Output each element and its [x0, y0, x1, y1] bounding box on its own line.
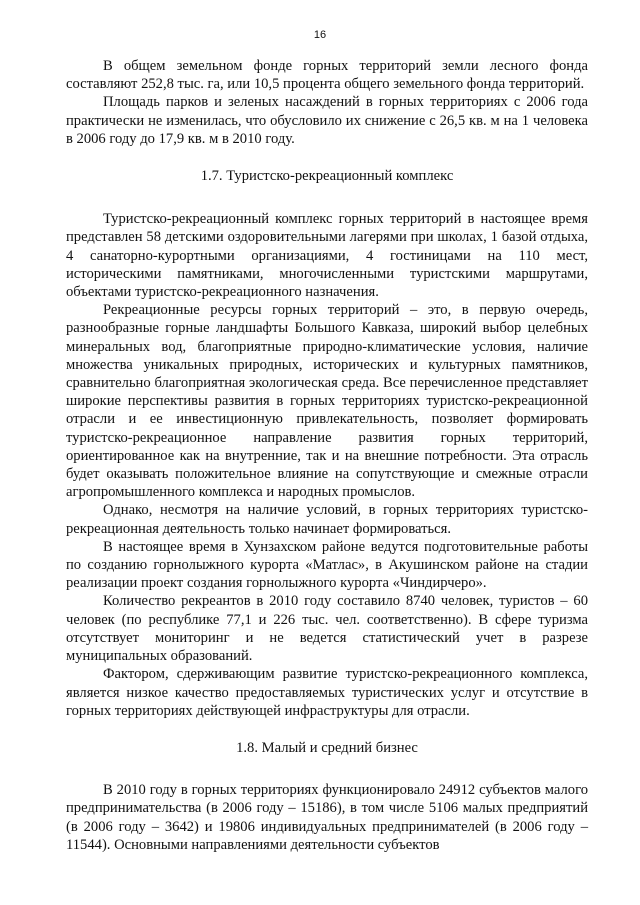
- paragraph-ski-resorts: В настоящее время в Хунзахском районе ведутся подготовительные работы по созданию горнолыжного курорта «Матлас», в Акушинском районе на стадии реализации проект создания горнолыжного курорта «Чиндирчеро».: [66, 538, 588, 592]
- paragraph-tourism-beginning: Однако, несмотря на наличие условий, в горных территориях туристско-рекреационная деятельность только начинает формироваться.: [66, 502, 588, 537]
- paragraph-tourist-count: Количество рекреантов в 2010 году составило 8740 человек, туристов – 60 человек (по республике 77,1 и 226 тыс. чел. соответственно). В сфере туризма отсутствует мониторинг и не ведется статистический учет в разрезе муниципальных образований.: [66, 593, 588, 665]
- paragraph-recreation-resources: Рекреационные ресурсы горных территорий – это, в первую очередь, разнообразные горные ландшафты Большого Кавказа, широкий выбор целебных минеральных вод, благоприятные природно-климатические условия, наличие множества уникальных природных, исторических и культурных памятников, сравнительно благоприятная экологическая среда. Все перечисленное представляет широкие перспективы развития в горных территориях туристско-рекреационной отрасли и ее инвестиционную привлекательность, позволяет формировать туристско-рекреационное направление развития горных территорий, ориентированное как на внутренние, так и на внешние потребности. Эта отрасль будет оказывать положительное влияние на сопутствующие и смежные отрасли агропромышленного комплекса и народных промыслов.: [66, 302, 588, 501]
- document-body: [66, 57, 588, 854]
- section-heading-small-business: 1.8. Малый и средний бизнес: [236, 739, 418, 756]
- paragraph-forest-land: В общем земельном фонде горных территорий земли лесного фонда составляют 252,8 тыс. га, или 10,5 процента общего земельного фонда территорий.: [66, 58, 588, 93]
- paragraph-parks-area: Площадь парков и зеленых насаждений в горных территориях с 2006 года практически не изменилась, что обусловило их снижение с 26,5 кв. м на 1 человека в 2006 году до 17,9 кв. м в 2010 году.: [66, 94, 588, 147]
- paragraph-tourism-complex: Туристско-рекреационный комплекс горных территорий в настоящее время представлен 58 детскими оздоровительными лагерями при школах, 1 базой отдыха, 4 санаторно-курортными организациями, 4 гостиницами на 110 мест, историческими памятниками, многочисленными туристскими маршрутами, объектами туристско-рекреационного назначения.: [66, 211, 588, 301]
- section-heading-tourism: 1.7. Туристско-рекреационный комплекс: [200, 168, 454, 185]
- page-number: 16: [313, 29, 327, 41]
- paragraph-small-business: В 2010 году в горных территориях функционировало 24912 субъектов малого предпринимательства (в 2006 году – 15186), в том числе 5106 малых предприятий (в 2006 году – 3642) и 19806 индивидуальных предпринимателей (в 2006 году – 11544). Основными направлениями деятельности субъектов: [66, 782, 588, 853]
- paragraph-limiting-factor: Фактором, сдерживающим развитие туристско-рекреационного комплекса, является низкое качество предоставляемых туристических услуг и отсутствие в горных территориях действующей инфраструктуры для отрасли.: [66, 666, 588, 719]
